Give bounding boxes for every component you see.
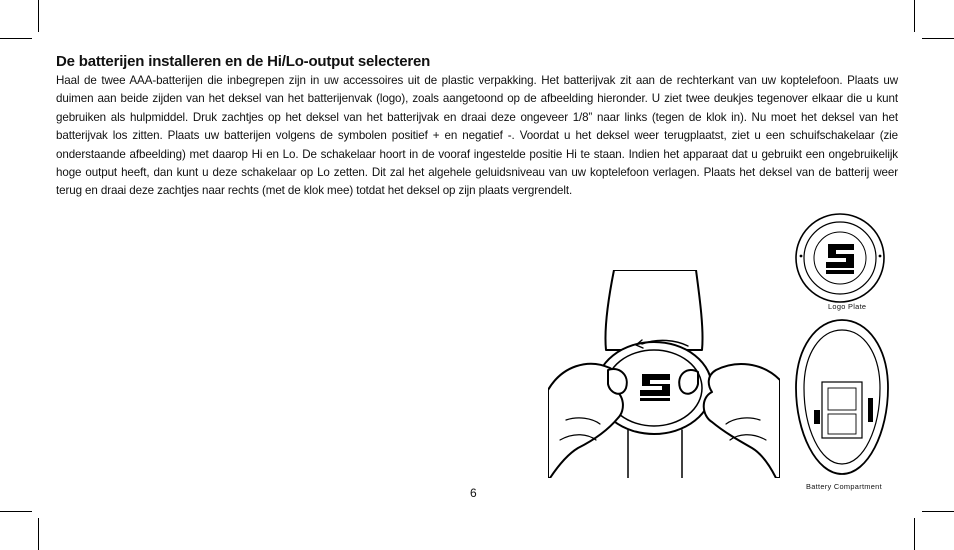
crop-mark: [0, 38, 32, 39]
crop-mark: [0, 511, 32, 512]
section-heading: De batterijen installeren en de Hi/Lo-output selecteren: [56, 53, 431, 70]
crop-mark: [38, 518, 39, 550]
crop-mark: [38, 0, 39, 32]
battery-cover-hand-illustration: [548, 270, 780, 478]
crop-mark: [922, 38, 954, 39]
crop-mark: [914, 0, 915, 32]
battery-compartment-illustration: [792, 318, 892, 478]
logo-plate-caption: Logo Plate: [828, 302, 867, 311]
instruction-paragraph: Haal de twee AAA-batterijen die inbegrepen zijn in uw accessoires uit de plastic verpakking. Het batterijvak zit aan de rechterkant van uw koptelefoon. Plaats uw duimen aan beide zijden van het deksel van het batterijenvak (logo), zoals aangetoond op de afbeelding hieronder. U ziet twee deukjes tegenover elkaar die u kunt gebruiken als hulpmiddel. Druk zachtjes op het deksel van het batterijvak en draai deze ongeveer 1/8” naar links (tegen de klok in). Nu moet het deksel van het batterijvak los zitten. Plaats uw batterijen volgens de symbolen positief + en negatief -. Voordat u het deksel weer terugplaatst, ziet u een schuifschakelaar (zie onderstaande afbeelding) met daarop Hi en Lo. De schakelaar hoort in de vooraf ingestelde positie Hi te staan. Indien het apparaat dat u gebruikt een ongebruikelijk hoge output heeft, dan kunt u deze schakelaar op Lo zetten. Dit zal het algehele geluidsniveau van uw koptelefoon verlagen. Plaats het deksel van de batterij weer terug en draai deze zachtjes naar rechts (met de klok mee) totdat het deksel op zijn plaats vergrendelt.: [56, 74, 898, 198]
crop-mark: [922, 511, 954, 512]
crop-mark: [914, 518, 915, 550]
logo-plate-illustration: [792, 212, 892, 304]
battery-compartment-caption: Battery Compartment: [806, 482, 882, 491]
page-number: 6: [470, 486, 477, 500]
